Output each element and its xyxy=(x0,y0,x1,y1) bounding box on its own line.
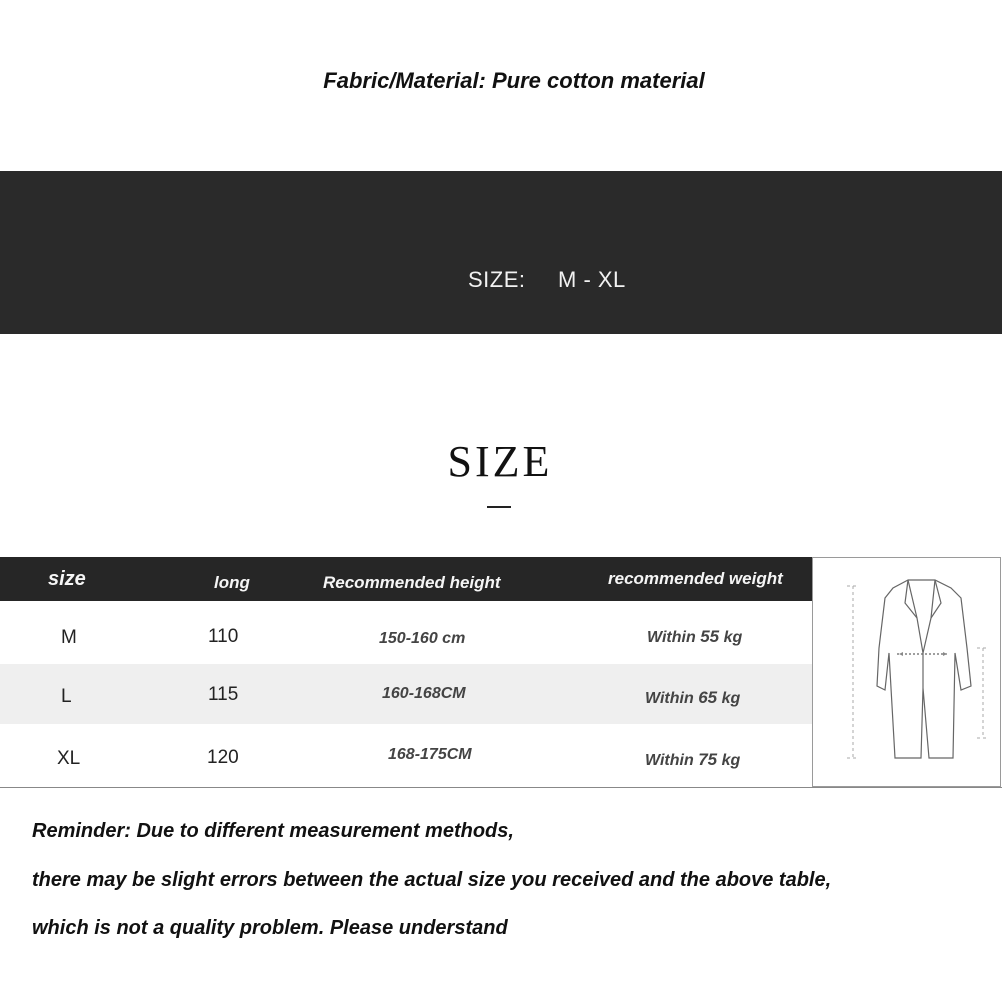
row-weight xyxy=(645,688,740,708)
row-size: XL xyxy=(57,748,81,769)
weight-value: 65 xyxy=(698,688,718,707)
row-long: 110 xyxy=(208,626,239,647)
weight-unit: kg xyxy=(721,752,741,769)
row-long: 120 xyxy=(207,747,239,768)
row-weight xyxy=(645,750,740,770)
weight-value: 75 xyxy=(698,750,718,769)
table-row xyxy=(0,726,812,786)
coat-outline-icon xyxy=(813,558,1002,788)
row-height: 150-160 cm xyxy=(379,630,466,647)
coat-diagram xyxy=(812,557,1001,787)
reminder-line-1: Reminder: Due to different measurement methods, xyxy=(32,820,514,842)
header-size: size xyxy=(48,568,86,590)
size-banner-label: SIZE: xyxy=(468,267,526,292)
row-size: L xyxy=(61,686,72,707)
heading-underline xyxy=(487,506,511,508)
row-weight xyxy=(647,627,742,647)
reminder-line-3: which is not a quality problem. Please understand xyxy=(32,917,508,939)
fabric-material-text: Fabric/Material: Pure cotton material xyxy=(323,68,705,93)
reminder-line-2: there may be slight errors between the actual size you received and the above table, xyxy=(32,869,832,891)
weight-prefix: Within xyxy=(645,690,694,707)
size-heading: SIZE xyxy=(447,437,553,486)
weight-unit: kg xyxy=(723,629,743,646)
table-row xyxy=(0,664,812,724)
weight-unit: kg xyxy=(721,690,741,707)
size-table-header xyxy=(0,557,812,601)
row-height: 160-168CM xyxy=(382,685,466,702)
weight-prefix: Within xyxy=(645,752,694,769)
header-weight: recommended weight xyxy=(608,569,783,588)
header-long: long xyxy=(214,573,250,592)
table-row xyxy=(0,605,812,665)
row-long: 115 xyxy=(208,684,239,705)
size-banner xyxy=(0,171,1002,334)
header-height: Recommended height xyxy=(323,573,501,592)
size-banner-range: M - XL xyxy=(558,267,626,292)
row-height: 168-175CM xyxy=(388,746,472,763)
weight-prefix: Within xyxy=(647,629,696,646)
row-size: M xyxy=(61,627,77,648)
weight-value: 55 xyxy=(700,627,720,646)
